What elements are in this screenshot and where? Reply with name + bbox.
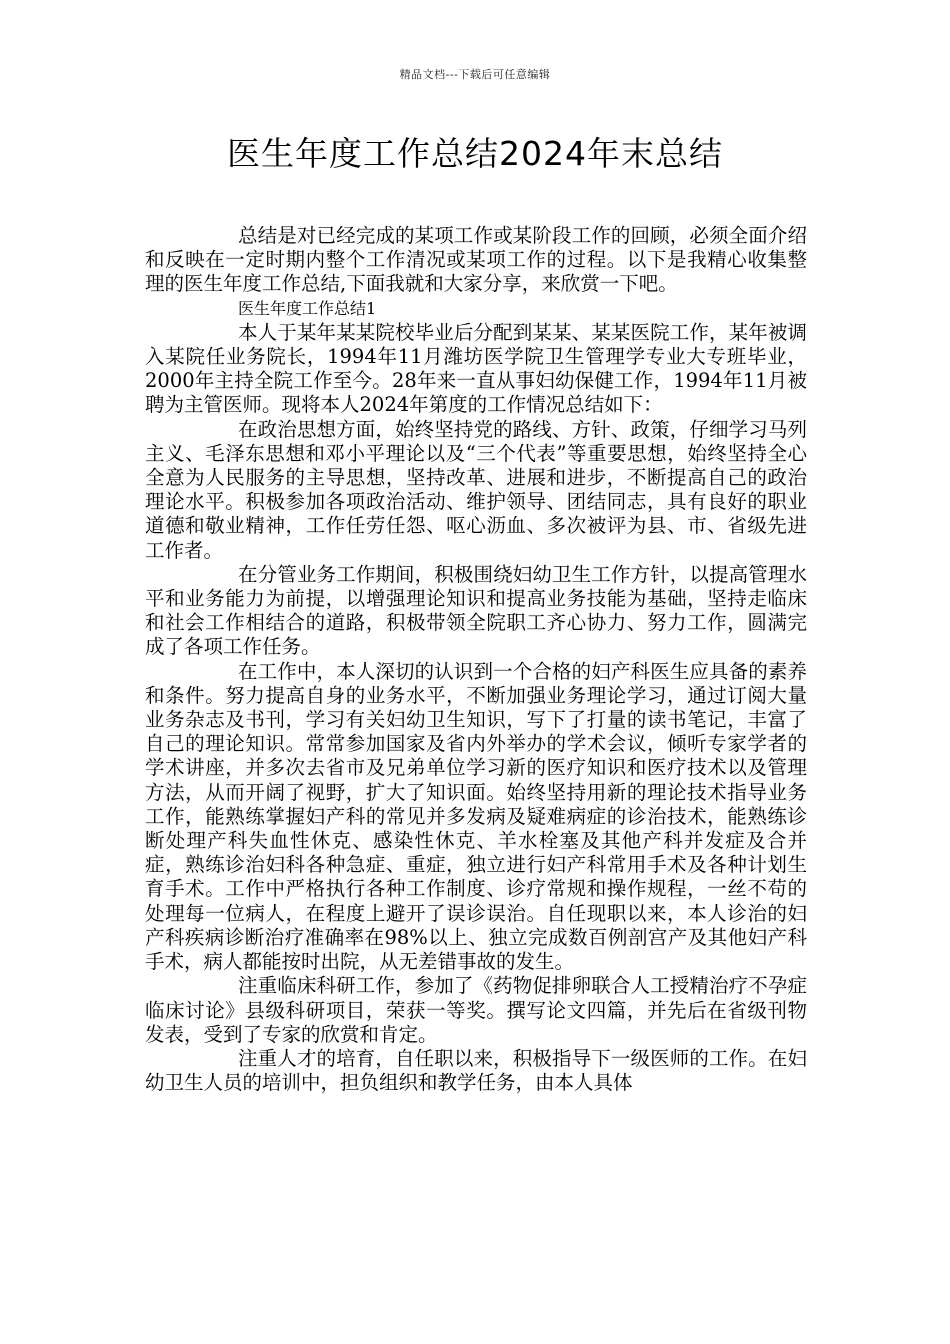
body-paragraph: 注重临床科研工作，参加了《药物促排卵联合人工授精治疗不孕症临床讨论》县级科研项目，荣获一等奖。撰写论文四篇，并先后在省级刊物发表，受到了专家的欣赏和肯定。 [145,974,807,1046]
body-paragraph: 注重人才的培育，自任职以来，积极指导下一级医师的工作。在妇幼卫生人员的培训中，担负组织和教学任务，由本人具体 [145,1046,807,1095]
body-paragraph: 在分管业务工作期间，积极围绕妇幼卫生工作方针，以提高管理水平和业务能力为前提，以增强理论知识和提高业务技能为基础，坚持走临床和社会工作相结合的道路，积极带领全院职工齐心协力、努力工作，圆满完成了各项工作任务。 [145,562,807,659]
body-paragraph: 在政治思想方面，始终坚持党的路线、方针、政策，仔细学习马列主义、毛泽东思想和邓小平理论以及“三个代表”等重要思想，始终坚持全心全意为人民服务的主导思想，坚持改革、进展和进步，不断提高自己的政治理论水平。积极参加各项政治活动、维护领导、团结同志，具有良好的职业道德和敬业精神，工作任劳任怨、呕心沥血、多次被评为县、市、省级先进工作者。 [145,417,807,562]
body-paragraph: 在工作中，本人深切的认识到一个合格的妇产科医生应具备的素养和条件。努力提高自身的业务水平，不断加强业务理论学习，通过订阅大量业务杂志及书刊，学习有关妇幼卫生知识，写下了打量的读书笔记，丰富了自己的理论知识。常常参加国家及省内外举办的学术会议，倾听专家学者的学术讲座，并多次去省市及兄弟单位学习新的医疗知识和医疗技术以及管理方法，从而开阔了视野，扩大了知识面。始终坚持用新的理论技术指导业务工作，能熟练掌握妇产科的常见并多发病及疑难病症的诊治技术，能熟练诊断处理产科失血性休克、感染性休克、羊水栓塞及其他产科并发症及合并症，熟练诊治妇科各种急症、重症，独立进行妇产科常用手术及各种计划生育手术。工作中严格执行各种工作制度、诊疗常规和操作规程，一丝不苟的处理每一位病人，在程度上避开了误诊误治。自任现职以来，本人诊治的妇产科疾病诊断治疗准确率在98%以上、独立完成数百例剖宫产及其他妇产科手术，病人都能按时出院，从无差错事故的发生。 [145,659,807,974]
body-paragraph: 本人于某年某某院校毕业后分配到某某、某某医院工作，某年被调入某院任业务院长，1994年11月潍坊医学院卫生管理学专业大专班毕业，2000年主持全院工作至今。28年来一直从事妇幼保健工作，1994年11月被聘为主管医师。现将本人2024年第度的工作情况总结如下： [145,320,807,417]
header-note: 精品文档---下载后可任意编辑 [399,68,551,81]
section-heading: 医生年度工作总结1 [238,298,377,318]
document-body [145,224,807,1095]
document-title: 医生年度工作总结2024年末总结 [227,134,723,173]
intro-paragraph: 总结是对已经完成的某项工作或某阶段工作的回顾，必须全面介绍和反映在一定时期内整个工作清况或某项工作的过程。以下是我精心收集整理的医生年度工作总结,下面我就和大家分享，来欣赏一下吧。 [145,224,807,296]
